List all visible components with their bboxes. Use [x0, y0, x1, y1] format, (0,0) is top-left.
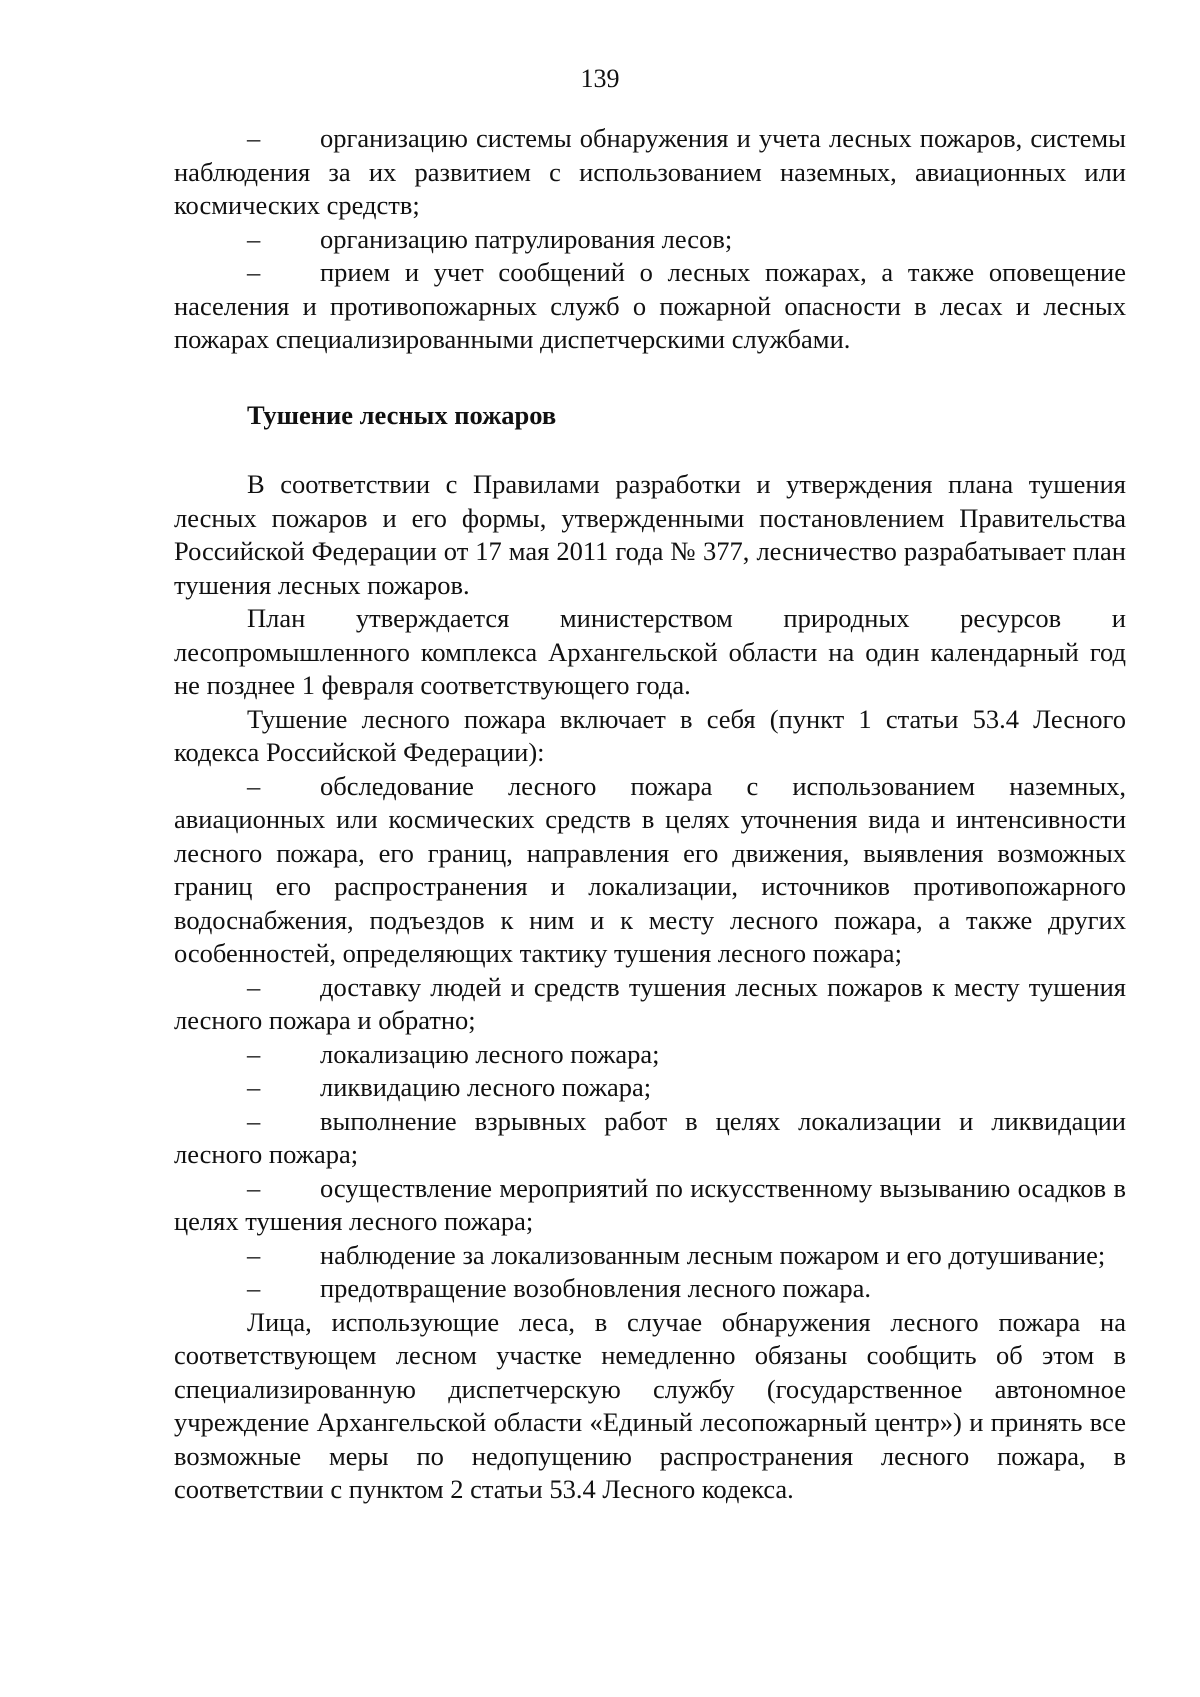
closing-paragraph: Лица, использующие леса, в случае обнаружения лесного пожара на соответствующем лесном участке немедленно обязаны сообщить об этом в специализированную диспетчерскую службу (государственное автономное учреждение Архангельской области «Единый лесопожарный центр») и принять все возможные меры по недопущению распространения лесного пожара, в соответствии с пунктом 2 статьи 53.4 Лесного кодекса. — [174, 1306, 1126, 1504]
list-item — [174, 1038, 1126, 1072]
list-item-text: доставку людей и средств тушения лесных пожаров к месту тушения лесного пожара и обратно; — [174, 971, 1126, 1035]
list-item-text: осуществление мероприятий по искусственному вызыванию осадков в целях тушения лесного пожара; — [174, 1172, 1126, 1236]
list-item-text: прием и учет сообщений о лесных пожарах, а также оповещение населения и противопожарных служб о пожарной опасности в лесах и лесных пожарах специализированными диспетчерскими службами. — [174, 257, 1126, 354]
list-item — [174, 122, 1126, 223]
list-dash: – — [247, 770, 261, 801]
list-item — [174, 1105, 1126, 1172]
page-content — [174, 122, 1126, 1507]
paragraph: План утверждается министерством природных ресурсов и лесопромышленного комплекса Архангельской области на один календарный год не позднее 1 февраля соответствующего года. — [174, 603, 1126, 700]
list-item — [174, 971, 1126, 1038]
list-item — [174, 223, 1126, 257]
list-dash: – — [247, 123, 261, 153]
list-item-text: ликвидацию лесного пожара; — [320, 1072, 652, 1102]
list-dash: – — [247, 1239, 261, 1270]
list-dash: – — [247, 257, 261, 287]
list-item — [174, 1239, 1126, 1273]
list-item-text: выполнение взрывных работ в целях локализации и ликвидации лесного пожара; — [174, 1105, 1126, 1169]
list-item-text: обследование лесного пожара с использованием наземных, авиационных или космических средств в целях уточнения вида и интенсивности лесного пожара, его границ, направления его движения, выявления возможных границ его распространения и локализации, источников противопожарного водоснабжения, подъездов к ним и к месту лесного пожара, а также других особенностей, определяющих тактику тушения лесного пожара; — [174, 770, 1126, 968]
list-dash: – — [247, 1038, 261, 1069]
list-dash: – — [247, 1172, 261, 1203]
list-item-text: организацию патрулирования лесов; — [320, 223, 733, 254]
list-item — [174, 1071, 1126, 1105]
list-item — [174, 1272, 1126, 1306]
list-item-text: предотвращение возобновления лесного пожара. — [320, 1273, 872, 1303]
list-dash: – — [247, 1105, 261, 1136]
list-item — [174, 1172, 1126, 1239]
extinguish-list — [174, 770, 1126, 1306]
list-item-text: организацию системы обнаружения и учета лесных пожаров, системы наблюдения за их развитием с использованием наземных, авиационных или космических средств; — [174, 123, 1126, 220]
list-item-text: локализацию лесного пожара; — [320, 1038, 660, 1069]
list-dash: – — [247, 971, 261, 1002]
paragraph: Тушение лесного пожара включает в себя (пункт 1 статьи 53.4 Лесного кодекса Российской Федерации): — [174, 703, 1126, 767]
list-item-text: наблюдение за локализованным лесным пожаром и его дотушивание; — [320, 1239, 1106, 1270]
list-dash: – — [247, 223, 261, 254]
intro-list — [174, 122, 1126, 357]
list-dash: – — [247, 1273, 261, 1303]
section-heading: Тушение лесных пожаров — [247, 399, 557, 430]
list-dash: – — [247, 1072, 261, 1102]
list-item — [174, 770, 1126, 971]
paragraph: В соответствии с Правилами разработки и утверждения плана тушения лесных пожаров и его формы, утвержденными постановлением Правительства Российской Федерации от 17 мая 2011 года № 377, лесничество разрабатывает план тушения лесных пожаров. — [174, 469, 1126, 600]
list-item — [174, 256, 1126, 357]
page-number: 139 — [580, 64, 620, 93]
